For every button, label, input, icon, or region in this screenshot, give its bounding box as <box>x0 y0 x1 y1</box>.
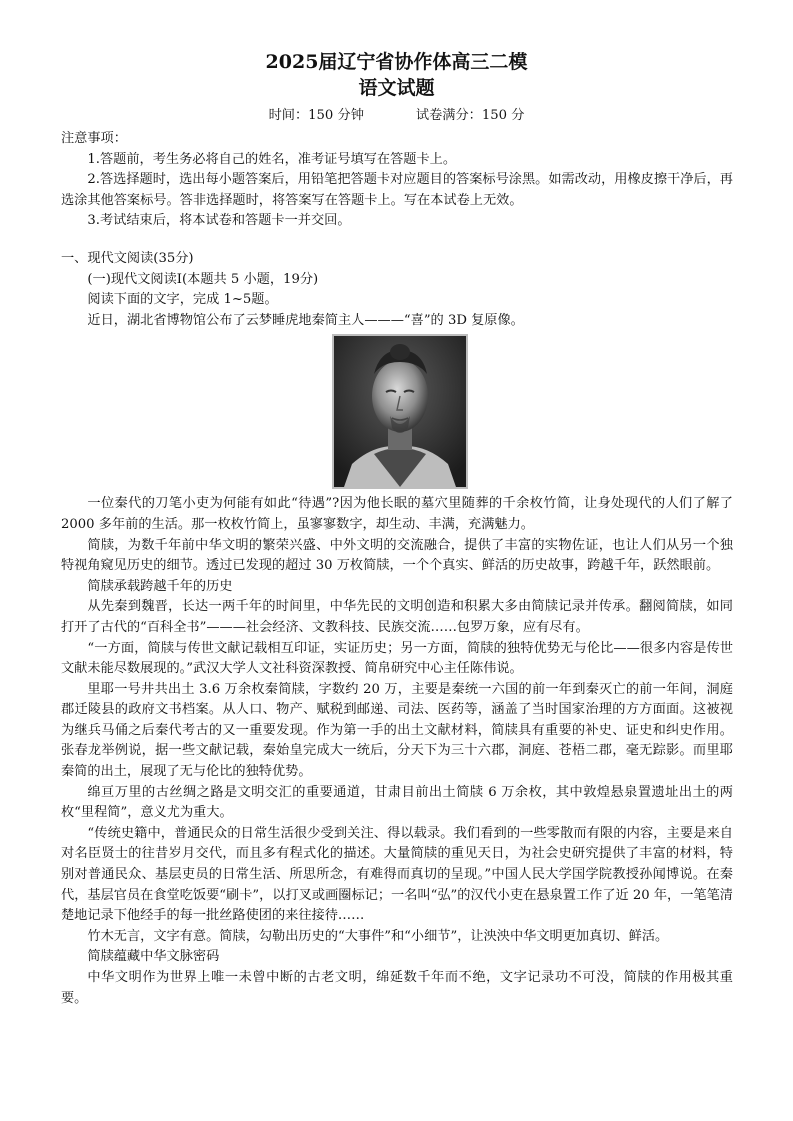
paragraph-5: 里耶一号井共出土 3.6 万余枚秦简牍，字数约 20 万，主要是秦统一六国的前一年到秦灭亡的前一年间，洞庭郡迁陵县的政府文书档案。从人口、物产、赋税到邮递、司法、医药等，涵盖了当时国家治理的方方面面。这被视为继兵马俑之后秦代考古的又一重要发现。作为第一手的出土文献材料，简牍具有重要的补史、证史和纠史作用。张春龙举例说，据一些文献记载，秦始皇完成大一统后，分天下为三十六郡，洞庭、苍梧二郡，毫无踪影。而里耶秦简的出土，展现了无与伦比的独特优势。 <box>61 681 733 780</box>
note-item-2: 2.答选择题时，选出每小题答案后，用铅笔把答题卡对应题目的答案标号涂黑。如需改动，用橡皮擦干净后，再选涂其他答案标号。答非选择题时，将答案写在答题卡上。写在本试卷上无效。 <box>61 172 733 208</box>
note-item-1: 1.答题前，考生务必将自己的姓名，准考证号填写在答题卡上。 <box>87 151 457 167</box>
section-heading: 一、现代文阅读(35分) <box>61 250 194 266</box>
paragraph-2: 简牍，为数千年前中华文明的繁荣兴盛、中外文明的交流融合，提供了丰富的实物佐证，也让人们从另一个独特视角窥见历史的细节。透过已发现的超过 30 万枚简牍，一个个真实、鲜活的历史故事，跨越千年，跃然眼前。 <box>61 537 733 574</box>
paragraph-1: 一位秦代的刀笔小吏为何能有如此“待遇”?因为他长眠的墓穴里随葬的千余枚竹简，让身处现代的人们了解了2000 多年前的生活。那一枚枚竹简上，虽寥寥数字，却生动、丰满，充满魅力。 <box>61 496 733 532</box>
note-item-3: 3.考试结束后，将本试卷和答题卡一并交回。 <box>87 213 351 229</box>
instruction: 阅读下面的文字，完成 1~5题。 <box>87 292 278 308</box>
notes-heading: 注意事项： <box>61 131 127 146</box>
exam-score: 试卷满分：150 分 <box>415 108 525 123</box>
subheading-1: 简牍承载跨越千年的历史 <box>87 578 233 594</box>
paragraph-8: 竹木无言，文字有意。简牍，勾勒出历史的“大事件”和“小细节”，让泱泱中华文明更加真切、鲜活。 <box>87 928 669 944</box>
paragraph-6: 绵亘万里的古丝绸之路是文明交汇的重要通道，甘肃目前出土简牍 6 万余枚，其中敦煌悬泉置遗址出土的两枚“里程简”，意义尤为重大。 <box>61 784 733 821</box>
paragraph-4: “一方面，简牍与传世文献记载相互印证，实证历史；另一方面，简牍的独特优势无与伦比——很多内容是传世文献未能尽数展现的。”武汉大学人文社科资深教授、简帛研究中心主任陈伟说。 <box>61 640 733 677</box>
exam-meta <box>0 106 793 127</box>
paragraph-7: “传统史籍中，普通民众的日常生活很少受到关注、得以载录。我们看到的一些零散而有限的内容，主要是来自对名臣贤士的往昔岁月交代，而且多有程式化的描述。大量简牍的重见天日，为社会史研究提供了丰富的材料，特别对普通民众、基层吏员的日常生活、所思所念，有难得而真切的呈现。”中国人民大学国学院教授孙闻博说。在秦代，基层官员在食堂吃饭要“刷卡”，以打叉或画圈标记；一名叫“弘”的汉代小吏在悬泉置工作了近 20 年，一笔笔清楚地记录下他经手的每一批丝路使团的来往接待…… <box>61 825 733 924</box>
part-heading: (一)现代文阅读Ⅰ(本题共 5 小题，19分) <box>87 271 319 287</box>
exam-title: 2025届辽宁省协作体高三二模 <box>265 51 528 73</box>
paragraph-3: 从先秦到魏晋，长达一两千年的时间里，中华先民的文明创造和积累大多由简牍记录并传承。翻阅简牍，如同打开了古代的“百科全书”———社会经济、文教科技、民族交流……包罗万象，应有尽有。 <box>61 599 733 635</box>
intro-paragraph: 近日，湖北省博物馆公布了云梦睡虎地秦简主人———“喜”的 3D 复原像。 <box>87 312 524 328</box>
exam-time: 时间：150 分钟 <box>268 108 364 123</box>
subheading-2: 简牍蕴藏中华文脉密码 <box>87 949 220 965</box>
exam-subtitle: 语文试题 <box>358 77 435 99</box>
paragraph-9: 中华文明作为世界上唯一未曾中断的古老文明，绵延数千年而不绝，文字记录功不可没，简牍的作用极其重要。 <box>61 970 733 1006</box>
bust-photo <box>332 334 468 489</box>
document-body <box>61 129 733 1009</box>
